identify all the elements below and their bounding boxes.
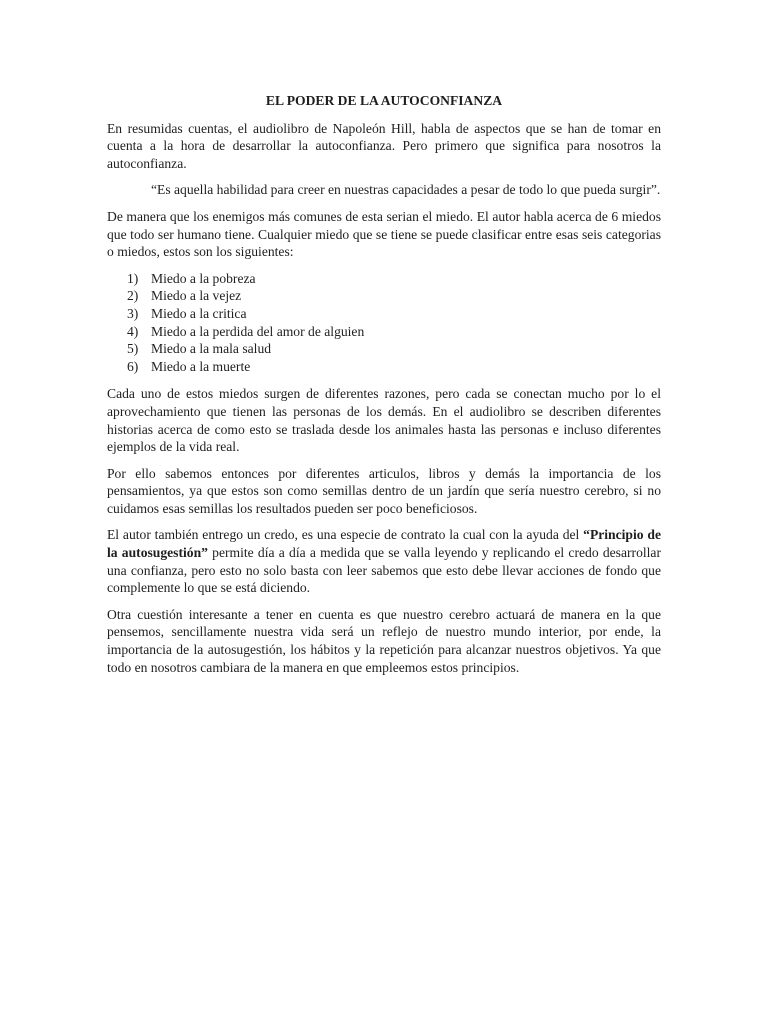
list-item-number: 2) — [127, 288, 139, 304]
credo-text-after: permite día a día a medida que se valla leyendo y replicando el credo desarrollar una confianza, pero esto no solo basta con leer sabemos que esto debe llevar acciones de fondo que complemente lo que se está diciendo. — [107, 545, 661, 596]
document-page — [107, 92, 661, 685]
list-item-text: Miedo a la muerte — [151, 358, 251, 374]
thoughts-paragraph: Por ello sabemos entonces por diferentes articulos, libros y demás la importancia de los pensamientos, ya que estos son como semillas dentro de un jardín que sería nuestro cerebro, si no cuidamos esas semillas los resultados pueden ser poco beneficiosos. — [107, 465, 661, 516]
definition-quote: “Es aquella habilidad para creer en nuestras capacidades a pesar de todo lo que pueda surgir”. — [151, 182, 661, 198]
list-item-text: Miedo a la mala salud — [151, 341, 272, 357]
list-item-number: 1) — [127, 270, 139, 286]
credo-paragraph — [107, 526, 661, 596]
fears-list — [107, 270, 661, 376]
list-item-text: Miedo a la pobreza — [151, 270, 256, 286]
list-item — [127, 358, 661, 376]
autosuggestion-principle: “Principio de la autosugestión” — [107, 527, 661, 561]
list-item-text: Miedo a la perdida del amor de alguien — [151, 323, 365, 339]
list-item-text: Miedo a la vejez — [151, 288, 242, 304]
fears-intro-paragraph: De manera que los enemigos más comunes de esta serian el miedo. El autor habla acerca de 6 miedos que todo ser humano tiene. Cualquier miedo que se tiene se puede clasificar entre esas seis categorias o miedos, estos son los siguientes: — [107, 208, 661, 260]
credo-text-before: El autor también entrego un credo, es una especie de contrato la cual con la ayuda del — [107, 527, 584, 543]
list-item — [127, 287, 661, 305]
list-item-number: 6) — [127, 358, 139, 374]
fears-origin-paragraph: Cada uno de estos miedos surgen de diferentes razones, pero cada se conectan mucho por lo el aprovechamiento que tienen las personas de los demás. En el audiolibro se describen diferentes historias acerca de como esto se traslada desde los animales hasta las personas e incluso diferentes ejemplos de la vida real. — [107, 386, 661, 455]
document-title: EL PODER DE LA AUTOCONFIANZA — [265, 93, 503, 108]
list-item — [127, 270, 661, 288]
list-item — [127, 340, 661, 358]
list-item-number: 4) — [127, 323, 139, 339]
list-item — [127, 305, 661, 323]
list-item-number: 3) — [127, 305, 139, 321]
list-item-text: Miedo a la critica — [151, 305, 247, 321]
list-item-number: 5) — [127, 341, 139, 357]
closing-paragraph: Otra cuestión interesante a tener en cuenta es que nuestro cerebro actuará de manera en la que pensemos, sencillamente nuestra vida será un reflejo de nuestro mundo interior, por ende, la importancia de la autosugestión, los hábitos y la repetición para alcanzar nuestros objetivos. Ya que todo en nosotros cambiara de la manera en que empleemos estos principios. — [107, 606, 661, 675]
list-item — [127, 323, 661, 341]
intro-paragraph: En resumidas cuentas, el audiolibro de Napoleón Hill, habla de aspectos que se han de tomar en cuenta a la hora de desarrollar la autoconfianza. Pero primero que significa para nosotros la autoconfianza. — [107, 120, 661, 171]
